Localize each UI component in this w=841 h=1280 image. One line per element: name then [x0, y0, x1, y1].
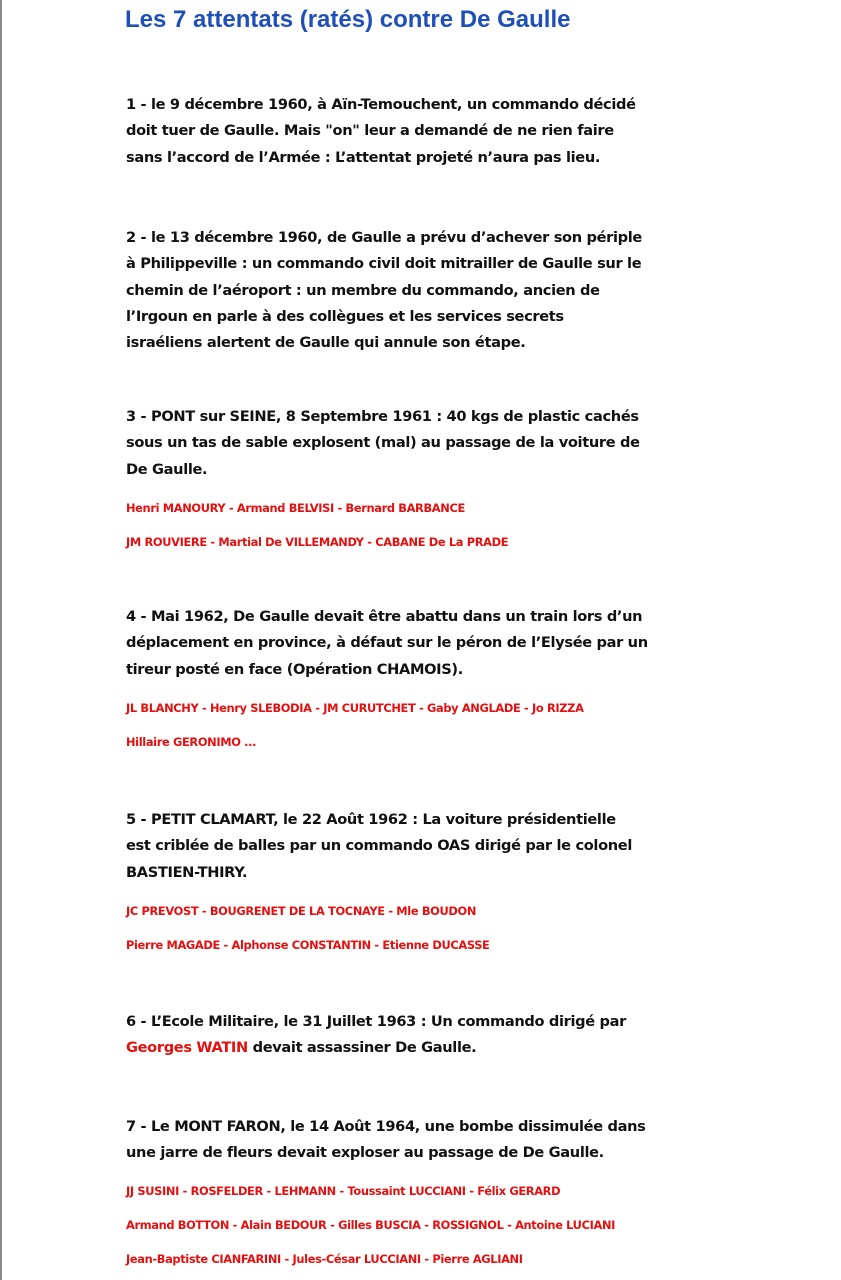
attempt-5	[126, 807, 736, 962]
text-line: est criblée de balles par un commando OAS dirigé par le colonel	[126, 837, 632, 855]
participants-line: Pierre MAGADE - Alphonse CONSTANTIN - Etienne DUCASSE	[126, 937, 490, 952]
attempt-5-participants	[126, 894, 736, 962]
text-line: une jarre de fleurs devait exploser au passage de De Gaulle.	[126, 1144, 604, 1162]
attempt-3-text	[126, 404, 736, 483]
participants-line: Hillaire GERONIMO ...	[126, 734, 257, 749]
text-line: sans l’accord de l’Armée : L’attentat projeté n’aura pas lieu.	[126, 148, 601, 166]
attempt-4-text	[126, 604, 736, 683]
text-line: 1 - le 9 décembre 1960, à Aïn-Temouchent, un commando décidé	[126, 96, 636, 113]
participants-line: JL BLANCHY - Henry SLEBODIA - JM CURUTCHET - Gaby ANGLADE - Jo RIZZA	[126, 700, 584, 715]
text-line: De Gaulle.	[126, 460, 208, 478]
text-line: 4 - Mai 1962, De Gaulle devait être abattu dans un train lors d’un	[126, 608, 643, 625]
text-line: 6 - L’Ecole Militaire, le 31 Juillet 1963 : Un commando dirigé par	[126, 1013, 626, 1030]
participants-line: JJ SUSINI - ROSFELDER - LEHMANN - Toussaint LUCCIANI - Félix GERARD	[126, 1183, 561, 1198]
text-line: sous un tas de sable explosent (mal) au passage de la voiture de	[126, 434, 640, 452]
attempt-3-participants	[126, 491, 736, 559]
text-line: à Philippeville : un commando civil doit mitrailler de Gaulle sur le	[126, 255, 642, 273]
attempt-7-text	[126, 1114, 736, 1167]
attempt-4-participants	[126, 691, 736, 759]
text-line: chemin de l’aéroport : un membre du commando, ancien de	[126, 281, 600, 299]
attempt-5-text	[126, 807, 736, 886]
attempt-2-text	[126, 225, 736, 356]
text-fragment: devait assassiner De Gaulle.	[247, 1039, 477, 1057]
text-line: déplacement en province, à défaut sur le péron de l’Elysée par un	[126, 634, 648, 652]
attempt-3	[126, 404, 736, 559]
participants-line: Henri MANOURY - Armand BELVISI - Bernard BARBANCE	[126, 500, 465, 515]
participants-line: Armand BOTTON - Alain BEDOUR - Gilles BUSCIA - ROSSIGNOL - Antoine LUCIANI	[126, 1217, 616, 1232]
page-title: Les 7 attentats (ratés) contre De Gaulle	[125, 6, 571, 33]
attempt-7	[126, 1114, 736, 1276]
attempt-6-text	[126, 1009, 736, 1062]
participants-line: JM ROUVIERE - Martial De VILLEMANDY - CABANE De La PRADE	[126, 534, 509, 549]
attempt-4	[126, 604, 736, 759]
text-line: 7 - Le MONT FARON, le 14 Août 1964, une bombe dissimulée dans	[126, 1118, 646, 1135]
page-left-border	[0, 0, 2, 1280]
text-line: tireur posté en face (Opération CHAMOIS).	[126, 660, 463, 678]
text-line	[126, 1035, 736, 1061]
text-line: BASTIEN-THIRY.	[126, 863, 248, 881]
text-line: 3 - PONT sur SEINE, 8 Septembre 1961 : 40 kgs de plastic cachés	[126, 408, 639, 425]
text-line: 2 - le 13 décembre 1960, de Gaulle a prévu d’achever son périple	[126, 229, 642, 246]
text-line: doit tuer de Gaulle. Mais "on" leur a demandé de ne rien faire	[126, 122, 614, 140]
text-line: 5 - PETIT CLAMART, le 22 Août 1962 : La voiture présidentielle	[126, 811, 616, 828]
attempt-7-participants	[126, 1174, 736, 1276]
attempt-1-text	[126, 92, 736, 171]
attempt-6	[126, 1009, 736, 1062]
attempt-2	[126, 225, 736, 356]
attempt-1	[126, 92, 736, 171]
text-line: l’Irgoun en parle à des collègues et les services secrets	[126, 307, 564, 325]
participants-line: JC PREVOST - BOUGRENET DE LA TOCNAYE - Mle BOUDON	[126, 903, 477, 918]
participants-line: Jean-Baptiste CIANFARINI - Jules-César LUCCIANI - Pierre AGLIANI	[126, 1251, 523, 1266]
text-line: israéliens alertent de Gaulle qui annule son étape.	[126, 334, 526, 352]
highlighted-name: Georges WATIN	[126, 1039, 248, 1057]
